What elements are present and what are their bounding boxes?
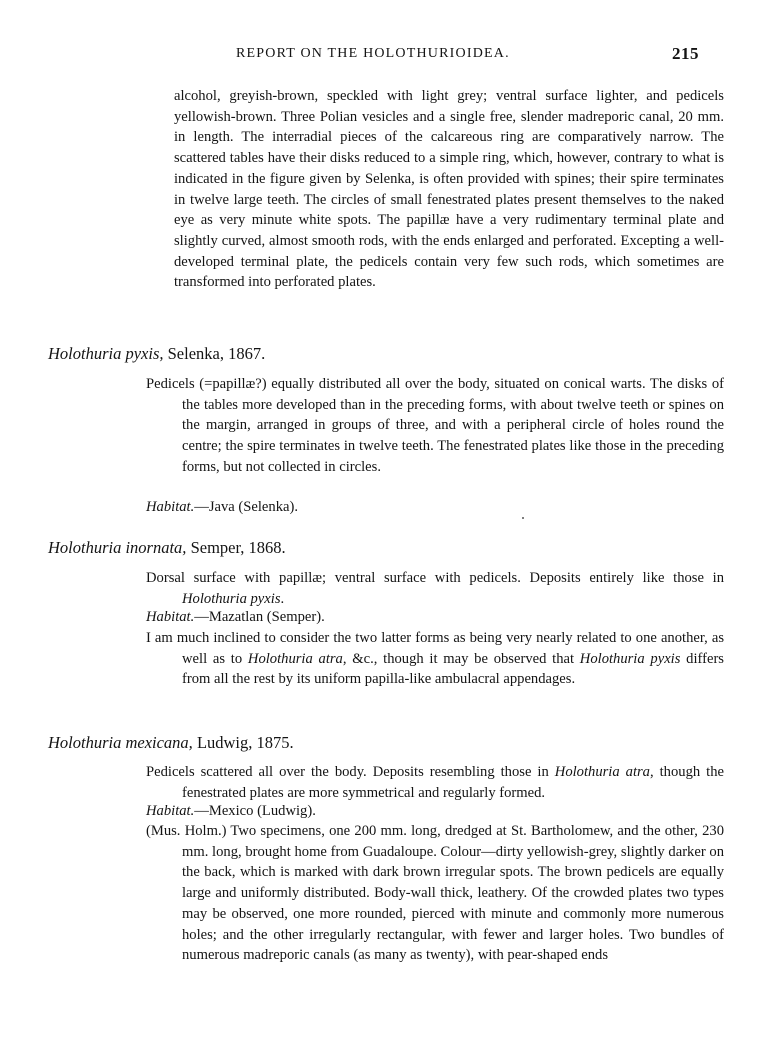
habitat-value: —Mazatlan (Semper). [194,609,325,625]
species-reference: Holothuria atra [554,764,650,780]
description-text: Pedicels scattered all over the body. Deposits resembling those in [146,764,555,780]
description-text: , though the fenestrated plates are more symmetrical and regularly formed. [182,764,724,801]
habitat-value: —Java (Selenka). [194,499,298,515]
species-heading-pyxis [48,344,265,364]
continued-paragraph: alcohol, greyish-brown, speckled with light grey; ventral surface lighter, and pedicels yellowish-brown. Three Polian vesicles and a single free, slender madreporic canal, 20 mm. in length. The interradial pieces of the calcareous ring are comparatively narrow. The scattered tables have their disks reduced to a simple ring, which, however, contrary to what is indicated in the figure given by Selenka, is often provided with spines; their spire terminates in twelve large teeth. The circles of small fenestrated plates present themselves to the naked eye as very minute white spots. The papillæ have a very rudimentary terminal plate and slightly curved, almost smooth rods, with the ends enlarged and perforated. Excepting a well-developed terminal plate, the pedicels contain very few such rods, which sometimes are transformed into perforated plates. [174,88,724,291]
habitat-value: —Mexico (Ludwig). [194,803,316,819]
species-description-pyxis: Pedicels (=papillæ?) equally distributed all over the body, situated on conical warts. The disks of the tables more developed than in the preceding forms, with about twelve teeth or spines on the margin, arranged in groups of three, and with a peripheral circle of holes round the centre; the spire terminates in twelve teeth. The fenestrated plates like those in the preceding forms, but not collected in circles. [146,376,724,475]
habitat-inornata [146,607,724,628]
habitat-mexicana [146,801,724,822]
species-name: Holothuria pyxis, [48,344,164,363]
running-title: REPORT ON THE HOLOTHURIOIDEA. [236,46,510,61]
page-header [0,44,776,68]
species-heading-inornata [48,538,286,558]
species-authority: Selenka, 1867. [163,344,266,363]
species-description-mexicana [146,762,724,803]
species-heading-mexicana [48,733,294,753]
species-authority: Semper, 1868. [186,538,286,557]
habitat-label: Habitat. [146,609,195,625]
habitat-pyxis [146,497,724,518]
remark-inornata [146,628,724,690]
description-text: Dorsal surface with papillæ; ventral surface with pedicels. Deposits entirely like those in [146,570,724,586]
species-reference: Holothuria atra [247,650,343,667]
remark-text: I am much inclined to consider the two latter forms as being very nearly related to one another, as well as to [146,630,724,667]
species-reference: Holothuria pyxis [579,650,681,667]
museum-note-mexicana: (Mus. Holm.) Two specimens, one 200 mm. long, dredged at St. Bartholomew, and the other, 230 mm. long, brought home from Guadaloupe. Colour—dirty yellowish-grey, slightly darker on the back, which is marked with dark brown irregular spots. The brown pedicels are equally large and uniformly distributed. Body-wall thick, leathery. Of the crowded plates two types may be observed, one more rounded, pierced with minute and commonly more numerous holes; and the other irregularly rectangular, with fewer and larger holes. Two bundles of numerous madreporic canals (as many as twenty), with pear-shaped ends [146,823,724,964]
species-reference: Holothuria pyxis [182,590,281,607]
page-number: 215 [672,44,699,63]
remark-text: differs from all the rest by its uniform papilla-like ambulacral appendages. [182,650,724,688]
species-authority: Ludwig, 1875. [192,733,294,752]
species-description-inornata [146,568,724,609]
description-text: . [280,590,285,607]
species-name: Holothuria inornata, [48,538,187,557]
habitat-label: Habitat. [146,803,195,819]
print-speck [522,517,524,519]
species-name: Holothuria mexicana, [48,733,193,752]
habitat-label: Habitat. [146,499,195,515]
remark-text: , &c., though it may be observed that [342,650,580,667]
